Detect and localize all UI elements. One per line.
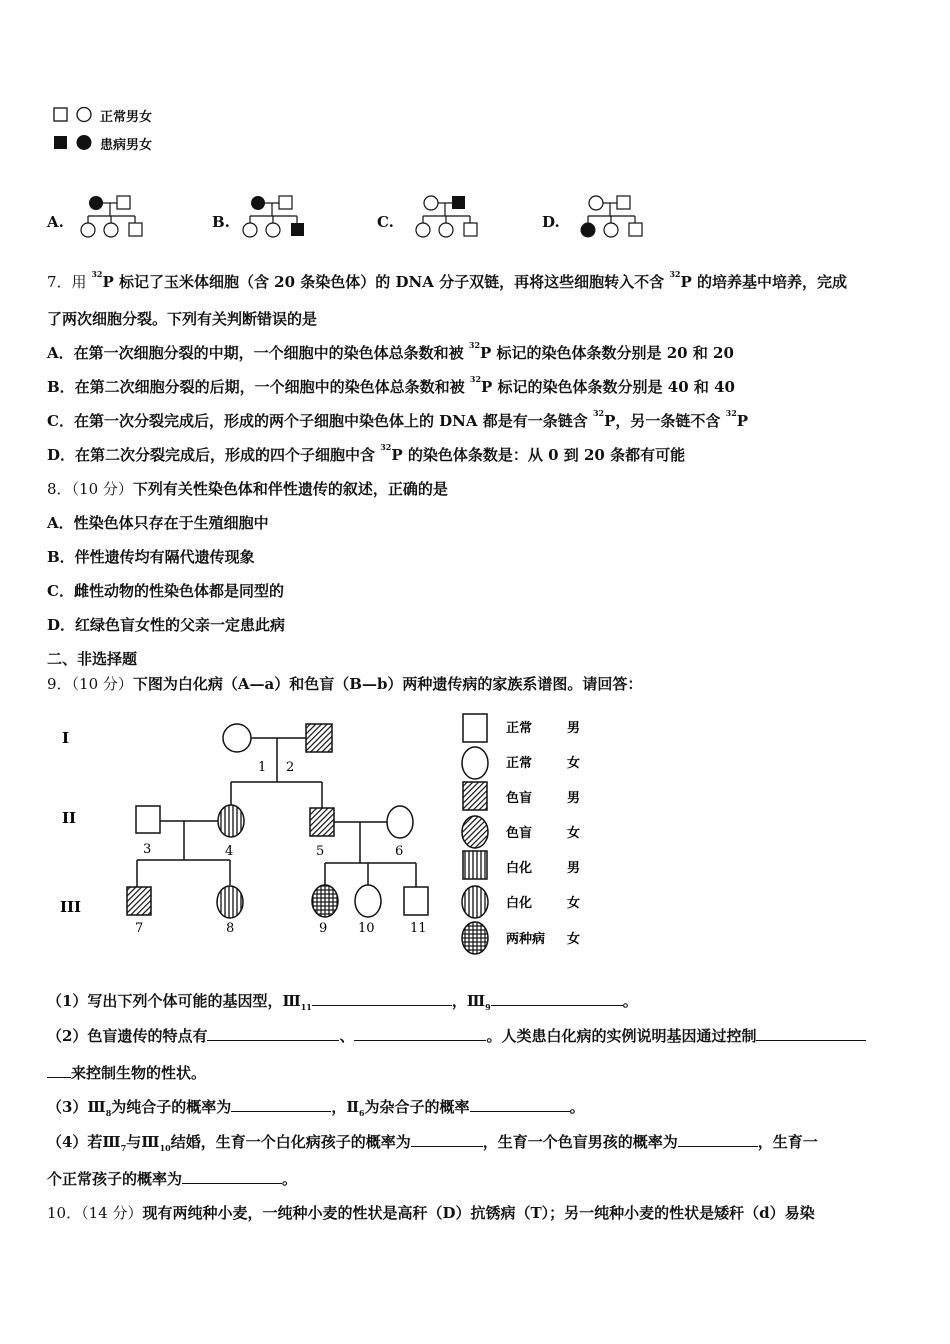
answer-blank[interactable] (678, 1132, 758, 1147)
person-II4-albino-female (218, 805, 244, 837)
legend-2-sex: 女 (567, 756, 581, 771)
gen-label-2: II (62, 809, 77, 827)
legend-5-type: 白化 (506, 861, 533, 876)
person-III8-albino-female (217, 886, 243, 918)
affected-symbols-icon (53, 134, 95, 152)
id-3: 3 (143, 842, 152, 857)
person-III9-both-diseases-female (312, 885, 338, 917)
legend-2-type: 正常 (506, 756, 533, 771)
question-10: 10．（14 分）现有两纯种小麦，一纯种小麦的性状是高秆（D）抗锈病（T）；另一纯种小麦的性状是矮秆（d）易染 (47, 1204, 815, 1222)
answer-blank[interactable] (47, 1063, 71, 1078)
legend-albino-male-symbol (463, 851, 487, 879)
id-4: 4 (225, 844, 234, 859)
person-I1-normal-female (223, 724, 251, 752)
person-III7-colorblind-male (127, 887, 151, 915)
legend-normal-female-symbol (462, 747, 488, 779)
legend-both-female-symbol (462, 922, 488, 954)
q8-option-d: D．红绿色盲女性的父亲一定患此病 (47, 616, 286, 634)
option-a-label: A. (47, 213, 64, 231)
option-c-label: C. (377, 213, 394, 231)
q8-option-c: C．雌性动物的性染色体都是同型的 (47, 582, 284, 600)
answer-blank[interactable] (411, 1132, 483, 1147)
q9-sub-1: （1）写出下列个体可能的基因型，$Ⅲ_{11}$ ，$Ⅲ_9$ 。 (47, 992, 638, 1012)
gen-label-3: III (60, 898, 82, 916)
gen-label-1: I (62, 729, 70, 747)
answer-blank[interactable] (470, 1097, 570, 1112)
answer-blank[interactable] (207, 1026, 339, 1041)
id-11: 11 (410, 921, 427, 936)
q9-sub-4: （4）若$Ⅲ_7$与$Ⅲ_{10}$结婚，生育一个白化病孩子的概率为 ，生育一个色盲男孩的概率为 ，生育一 (47, 1133, 818, 1153)
q7-stem-line-1: 7．用 $^{32}$P 标记了玉米体细胞（含 20 条染色体）的 DNA 分子双链，再将这些细胞转入不含 $^{32}$P 的培养基中培养，完成 (47, 269, 847, 291)
q9-sub-2-cont: 来控制生物的性状。 (47, 1062, 206, 1083)
option-b-label: B. (212, 213, 230, 231)
q7-option-c: C．在第一次分裂完成后，形成的两个子细胞中染色体上的 DNA 都是有一条链含 $^{32}$P，另一条链不含 $^{32}$P (47, 408, 749, 430)
q7-option-d: D．在第二次分裂完成后，形成的四个子细胞中含 $^{32}$P 的染色体条数是：从 0 到 20 条都有可能 (47, 442, 686, 464)
id-5: 5 (316, 844, 325, 859)
q9-stem: 9．（10 分）下图为白化病（A—a）和色盲（B—b）两种遗传病的家族系谱图。请回答： (47, 675, 643, 693)
answer-blank[interactable] (756, 1026, 866, 1041)
legend-1-type: 正常 (506, 721, 533, 736)
answer-blank[interactable] (491, 991, 623, 1006)
legend-3-type: 色盲 (506, 791, 533, 806)
legend-normal-male-symbol (463, 714, 487, 742)
id-1: 1 (258, 760, 267, 775)
answer-blank[interactable] (312, 991, 452, 1006)
q9-sub-3: $(3)Ⅲ_8$为纯合子的概率为 ，$Ⅱ_6$为杂合子的概率 。 (47, 1098, 585, 1118)
legend-normal-label: 正常男女 (100, 110, 153, 125)
answer-blank[interactable] (182, 1169, 282, 1184)
legend-colorblind-male-symbol (463, 782, 487, 810)
legend-colorblind-female-symbol (462, 816, 488, 848)
legend-affected-label: 患病男女 (100, 138, 153, 153)
id-10: 10 (358, 921, 375, 936)
q8-option-b: B．伴性遗传均有隔代遗传现象 (47, 548, 255, 566)
answer-blank[interactable] (354, 1026, 486, 1041)
id-8: 8 (226, 921, 235, 936)
option-d-label: D. (542, 213, 560, 231)
id-2: 2 (286, 760, 295, 775)
q7-option-b: B．在第二次细胞分裂的后期，一个细胞中的染色体总条数和被 $^{32}$P 标记的染色体条数分别是 40 和 40 (47, 374, 735, 396)
pedigree-option-b (238, 192, 308, 242)
id-6: 6 (395, 844, 404, 859)
person-II6-normal-female (387, 806, 413, 838)
pedigree-option-a (76, 192, 146, 242)
q7-option-a: A．在第一次细胞分裂的中期，一个细胞中的染色体总条数和被 $^{32}$P 标记的染色体条数分别是 20 和 20 (47, 340, 734, 362)
normal-symbols-icon (53, 106, 95, 124)
person-III11-normal-male (404, 887, 428, 915)
q9-sub-2: （2）色盲遗传的特点有 、 。人类患白化病的实例说明基因通过控制 (47, 1025, 866, 1046)
pedigree-option-c (411, 192, 481, 242)
legend-7-sex: 女 (567, 932, 581, 947)
person-II3-normal-male (136, 806, 160, 833)
q8-option-a: A．性染色体只存在于生殖细胞中 (47, 514, 269, 532)
legend-albino-female-symbol (462, 886, 488, 918)
person-II5-colorblind-male (310, 808, 334, 836)
family-pedigree-chart (40, 705, 620, 965)
person-III10-normal-female (355, 885, 381, 917)
id-7: 7 (135, 921, 144, 936)
legend-6-type: 白化 (506, 896, 533, 911)
q9-sub-4-cont: 个正常孩子的概率为 。 (47, 1170, 298, 1188)
q7-stem-line-2: 了两次细胞分裂。下列有关判断错误的是 (47, 310, 318, 328)
q8-stem: 8．（10 分）下列有关性染色体和伴性遗传的叙述，正确的是 (47, 480, 448, 498)
id-9: 9 (319, 921, 328, 936)
section-heading: 二、非选择题 (47, 650, 138, 668)
legend-6-sex: 女 (567, 896, 581, 911)
answer-blank[interactable] (231, 1097, 331, 1112)
legend-1-sex: 男 (567, 721, 581, 736)
legend-3-sex: 男 (567, 791, 581, 806)
person-I2-colorblind-male (306, 724, 332, 752)
pedigree-option-d (576, 192, 646, 242)
legend-4-sex: 女 (567, 826, 581, 841)
legend-5-sex: 男 (567, 861, 581, 876)
legend-7-type: 两种病 (506, 932, 546, 947)
legend-4-type: 色盲 (506, 826, 533, 841)
